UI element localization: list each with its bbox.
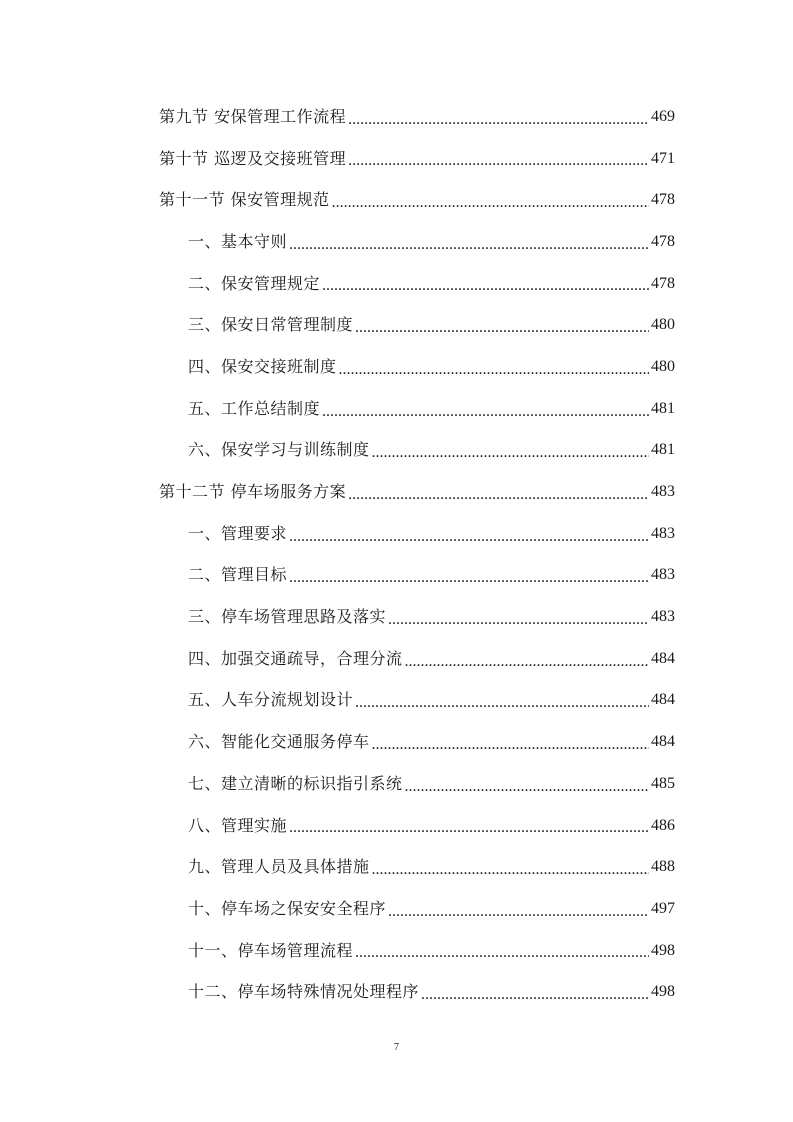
page-number: 7: [394, 1042, 399, 1053]
toc-leader-dots: [355, 698, 649, 721]
toc-entry-page: 484: [651, 691, 675, 709]
toc-entry-title: 第十二节 停车场服务方案: [159, 482, 347, 502]
toc-entry[interactable]: [0, 471, 793, 513]
toc-entry-title: 十二、停车场特殊情况处理程序: [188, 982, 420, 1002]
toc-entry-page: 483: [651, 483, 675, 501]
toc-entry-title: 四、保安交接班制度: [188, 356, 337, 376]
toc-leader-dots: [372, 448, 649, 471]
toc-entry[interactable]: [0, 346, 793, 388]
toc-entry-title: 第九节 安保管理工作流程: [159, 106, 347, 126]
toc-leader-dots: [355, 948, 649, 971]
toc-entry[interactable]: [0, 888, 793, 930]
toc-entry-page: 488: [651, 858, 675, 876]
toc-leader-dots: [405, 657, 649, 680]
toc-entry-title: 八、管理实施: [188, 815, 288, 835]
toc-entry-title: 一、基本守则: [188, 231, 288, 251]
toc-entry-page: 481: [651, 399, 675, 417]
toc-entry[interactable]: [0, 513, 793, 555]
toc-entry[interactable]: [0, 846, 793, 888]
toc-entry-page: 484: [651, 649, 675, 667]
toc-leader-dots: [289, 823, 649, 846]
toc-leader-dots: [332, 198, 649, 221]
toc-leader-dots: [355, 323, 649, 346]
toc-entry[interactable]: [0, 555, 793, 597]
table-of-contents: [0, 96, 793, 1013]
toc-entry-page: 483: [651, 608, 675, 626]
toc-entry-page: 469: [651, 107, 675, 125]
toc-entry[interactable]: [0, 763, 793, 805]
toc-entry[interactable]: [0, 179, 793, 221]
toc-leader-dots: [388, 615, 649, 638]
toc-leader-dots: [322, 281, 649, 304]
toc-entry[interactable]: [0, 430, 793, 472]
toc-entry-title: 三、保安日常管理制度: [188, 315, 354, 335]
toc-leader-dots: [289, 240, 649, 263]
toc-entry[interactable]: [0, 930, 793, 972]
toc-entry-title: 一、管理要求: [188, 523, 288, 543]
toc-entry-title: 五、工作总结制度: [188, 398, 321, 418]
toc-leader-dots: [372, 865, 649, 888]
toc-entry[interactable]: [0, 721, 793, 763]
toc-entry-page: 480: [651, 316, 675, 334]
toc-entry[interactable]: [0, 805, 793, 847]
toc-entry[interactable]: [0, 304, 793, 346]
toc-entry[interactable]: [0, 680, 793, 722]
toc-entry-page: 478: [651, 274, 675, 292]
toc-entry-page: 483: [651, 524, 675, 542]
toc-entry-page: 480: [651, 357, 675, 375]
toc-leader-dots: [289, 532, 649, 555]
toc-entry-page: 486: [651, 816, 675, 834]
toc-entry-title: 七、建立清晰的标识指引系统: [188, 773, 403, 793]
toc-entry-page: 478: [651, 232, 675, 250]
toc-entry[interactable]: [0, 96, 793, 138]
toc-entry-page: 483: [651, 566, 675, 584]
toc-entry-title: 第十一节 保安管理规范: [159, 190, 330, 210]
toc-entry-title: 五、人车分流规划设计: [188, 690, 354, 710]
toc-leader-dots: [339, 365, 649, 388]
toc-entry-page: 484: [651, 733, 675, 751]
toc-entry-page: 498: [651, 941, 675, 959]
toc-entry[interactable]: [0, 596, 793, 638]
toc-entry-title: 二、保安管理规定: [188, 273, 321, 293]
toc-entry-page: 498: [651, 983, 675, 1001]
toc-entry-title: 二、管理目标: [188, 565, 288, 585]
toc-leader-dots: [405, 782, 649, 805]
toc-entry[interactable]: [0, 971, 793, 1013]
toc-entry-title: 六、智能化交通服务停车: [188, 732, 370, 752]
toc-entry[interactable]: [0, 138, 793, 180]
toc-entry-page: 471: [651, 149, 675, 167]
toc-leader-dots: [372, 740, 649, 763]
toc-entry-page: 481: [651, 441, 675, 459]
toc-entry-title: 第十节 巡逻及交接班管理: [159, 148, 347, 168]
toc-entry-page: 485: [651, 774, 675, 792]
toc-entry-title: 十一、停车场管理流程: [188, 940, 354, 960]
toc-leader-dots: [348, 115, 649, 138]
toc-leader-dots: [348, 156, 649, 179]
toc-entry-title: 三、停车场管理思路及落实: [188, 607, 387, 627]
toc-entry-title: 四、加强交通疏导，合理分流: [188, 648, 403, 668]
toc-entry[interactable]: [0, 221, 793, 263]
toc-entry[interactable]: [0, 638, 793, 680]
toc-leader-dots: [289, 573, 649, 596]
toc-entry-page: 478: [651, 191, 675, 209]
toc-leader-dots: [421, 990, 649, 1013]
toc-entry-page: 497: [651, 899, 675, 917]
toc-entry[interactable]: [0, 388, 793, 430]
toc-entry-title: 十、停车场之保安安全程序: [188, 898, 387, 918]
toc-entry-title: 九、管理人员及具体措施: [188, 857, 370, 877]
toc-leader-dots: [388, 907, 649, 930]
toc-entry-title: 六、保安学习与训练制度: [188, 440, 370, 460]
toc-leader-dots: [348, 490, 649, 513]
toc-leader-dots: [322, 407, 649, 430]
toc-entry[interactable]: [0, 263, 793, 305]
